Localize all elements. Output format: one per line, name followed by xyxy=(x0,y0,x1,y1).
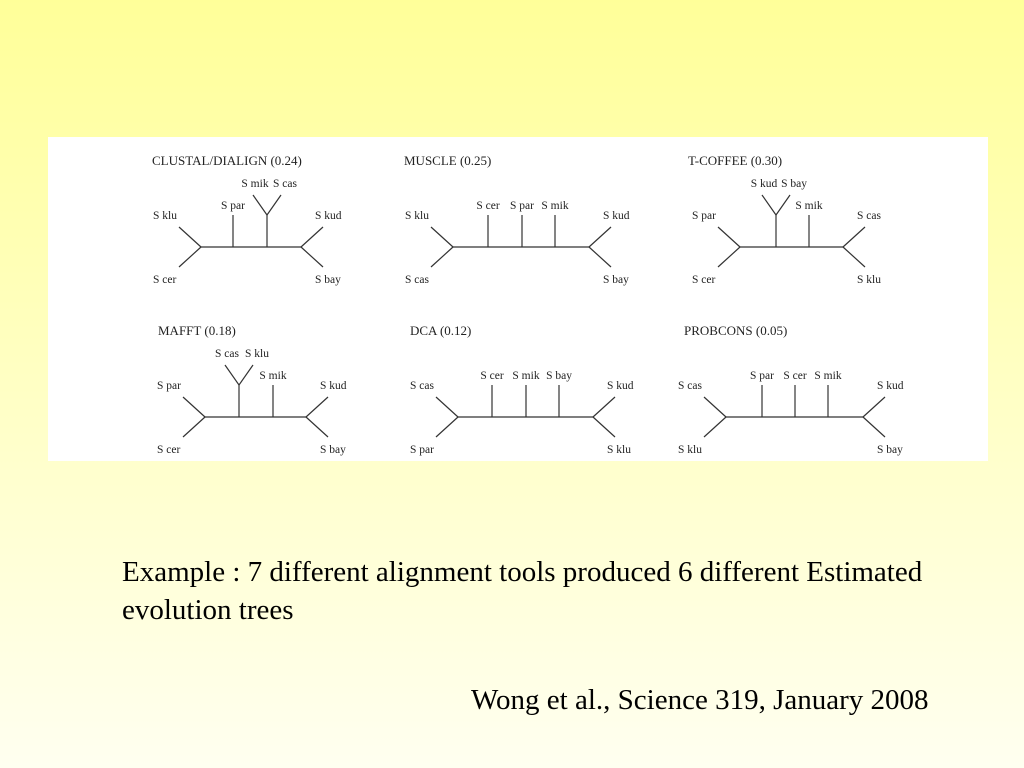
leaf-label-left-top: S cas xyxy=(678,380,702,392)
left-top-branch xyxy=(431,227,453,247)
leaf-label-pair-right: S cas xyxy=(273,178,297,190)
leaf-label-left-bottom: S klu xyxy=(678,444,702,456)
leaf-label-middle: S cer xyxy=(480,370,504,382)
tree-title: MAFFT (0.18) xyxy=(158,323,236,338)
pair-right-branch xyxy=(239,365,253,385)
tree-comparison-figure xyxy=(48,137,988,461)
pair-right-branch xyxy=(776,195,790,215)
leaf-label-middle: S bay xyxy=(546,370,572,382)
right-bottom-branch xyxy=(301,247,323,267)
right-bottom-branch xyxy=(593,417,615,437)
leaf-label-middle: S mik xyxy=(512,370,540,382)
leaf-label-pair-right: S bay xyxy=(781,178,807,190)
tree-5 xyxy=(410,323,634,456)
leaf-label-single: S par xyxy=(221,200,245,212)
leaf-label-left-top: S par xyxy=(692,210,716,222)
leaf-label-right-bottom: S klu xyxy=(607,444,631,456)
tree-title: CLUSTAL/DIALIGN (0.24) xyxy=(152,153,302,168)
leaf-label-right-bottom: S bay xyxy=(603,274,629,286)
left-top-branch xyxy=(183,397,205,417)
leaf-label-right-top: S kud xyxy=(320,380,347,392)
leaf-label-right-top: S kud xyxy=(315,210,342,222)
leaf-label-right-bottom: S bay xyxy=(320,444,346,456)
leaf-label-right-bottom: S bay xyxy=(315,274,341,286)
right-bottom-branch xyxy=(306,417,328,437)
tree-title: MUSCLE (0.25) xyxy=(404,153,492,168)
tree-title: DCA (0.12) xyxy=(410,323,472,338)
leaf-label-pair-left: S mik xyxy=(241,178,269,190)
right-bottom-branch xyxy=(863,417,885,437)
right-top-branch xyxy=(863,397,885,417)
left-top-branch xyxy=(718,227,740,247)
right-bottom-branch xyxy=(589,247,611,267)
leaf-label-middle: S mik xyxy=(814,370,842,382)
pair-left-branch xyxy=(225,365,239,385)
right-top-branch xyxy=(306,397,328,417)
left-top-branch xyxy=(436,397,458,417)
leaf-label-right-top: S kud xyxy=(877,380,904,392)
leaf-label-pair-left: S cas xyxy=(215,348,239,360)
leaf-label-left-bottom: S cer xyxy=(153,274,177,286)
left-bottom-branch xyxy=(718,247,740,267)
leaf-label-right-top: S kud xyxy=(607,380,634,392)
left-bottom-branch xyxy=(183,417,205,437)
right-top-branch xyxy=(843,227,865,247)
leaf-label-middle: S cer xyxy=(476,200,500,212)
leaf-label-middle: S par xyxy=(750,370,774,382)
left-bottom-branch xyxy=(704,417,726,437)
tree-3 xyxy=(688,153,881,286)
leaf-label-left-bottom: S cas xyxy=(405,274,429,286)
leaf-label-right-bottom: S bay xyxy=(877,444,903,456)
right-bottom-branch xyxy=(843,247,865,267)
pair-right-branch xyxy=(267,195,281,215)
left-bottom-branch xyxy=(436,417,458,437)
left-top-branch xyxy=(179,227,201,247)
left-bottom-branch xyxy=(179,247,201,267)
pair-left-branch xyxy=(762,195,776,215)
leaf-label-middle: S par xyxy=(510,200,534,212)
leaf-label-left-bottom: S par xyxy=(410,444,434,456)
slide-caption: Example : 7 different alignment tools produced 6 different Estimated evolution trees xyxy=(122,556,923,626)
left-top-branch xyxy=(704,397,726,417)
pair-left-branch xyxy=(253,195,267,215)
leaf-label-left-top: S par xyxy=(157,380,181,392)
leaf-label-left-bottom: S cer xyxy=(692,274,716,286)
leaf-label-left-top: S klu xyxy=(153,210,177,222)
tree-1 xyxy=(152,153,342,286)
tree-title: PROBCONS (0.05) xyxy=(684,323,788,338)
citation-text: Wong et al., Science 319, January 2008 xyxy=(471,684,929,716)
left-bottom-branch xyxy=(431,247,453,267)
leaf-label-middle: S mik xyxy=(541,200,569,212)
leaf-label-left-top: S cas xyxy=(410,380,434,392)
tree-6 xyxy=(678,323,904,456)
leaf-label-left-bottom: S cer xyxy=(157,444,181,456)
leaf-label-left-top: S klu xyxy=(405,210,429,222)
leaf-label-right-bottom: S klu xyxy=(857,274,881,286)
leaf-label-single: S mik xyxy=(259,370,287,382)
leaf-label-right-top: S kud xyxy=(603,210,630,222)
leaf-label-right-top: S cas xyxy=(857,210,881,222)
right-top-branch xyxy=(589,227,611,247)
right-top-branch xyxy=(301,227,323,247)
tree-2 xyxy=(404,153,630,286)
leaf-label-pair-right: S klu xyxy=(245,348,269,360)
trees-svg xyxy=(48,137,988,461)
tree-title: T-COFFEE (0.30) xyxy=(688,153,783,168)
leaf-label-pair-left: S kud xyxy=(750,178,778,190)
leaf-label-middle: S cer xyxy=(783,370,807,382)
tree-4 xyxy=(157,323,347,456)
leaf-label-single: S mik xyxy=(795,200,823,212)
right-top-branch xyxy=(593,397,615,417)
